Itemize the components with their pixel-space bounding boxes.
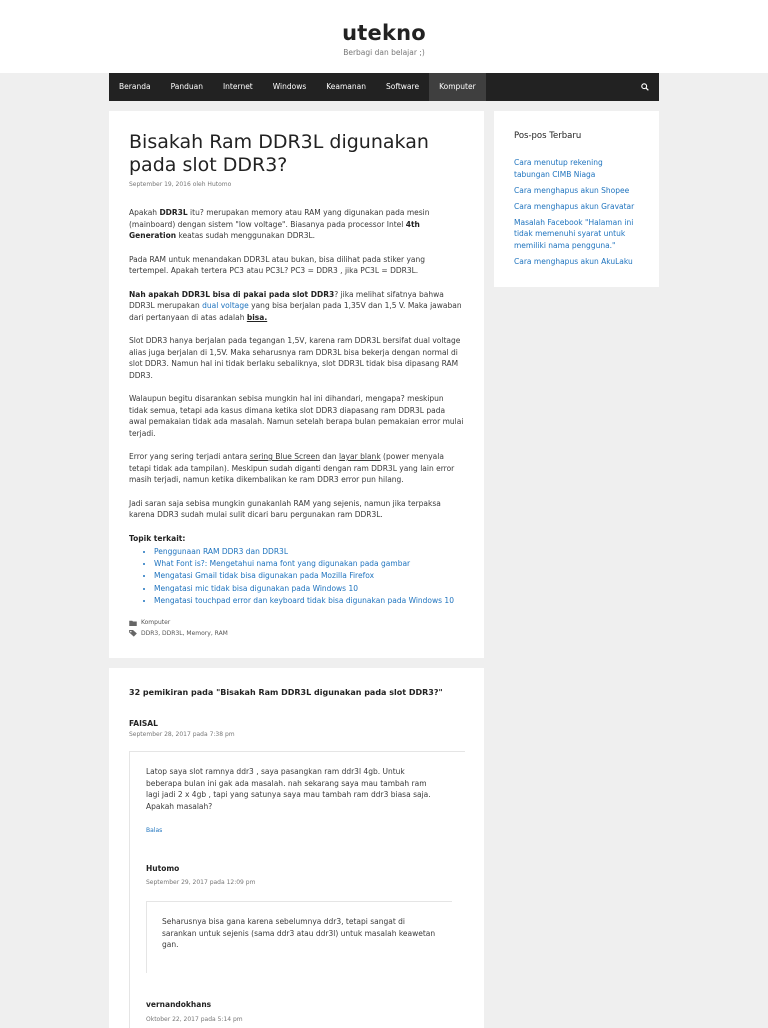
nav-item-software[interactable]: Software (386, 82, 420, 91)
related-topic-item (154, 570, 464, 582)
sidebar-recent-posts (494, 111, 659, 287)
paragraph-5: Walaupun begitu disarankan sebisa mungkin hal ini dihandari, mengapa? meskipun tidak semua, tetapi ada kasus dimana ketika slot DDR3 diapasang ram DDR3L pada awal pemakaian tidak ada masalah. Namun setelah berapa bulan pemakaian error mulai terjadi. (129, 394, 464, 438)
paragraph-4: Slot DDR3 hanya berjalan pada tegangan 1,5V, karena ram DDR3L bersifat dual voltage alias juga berjalan di 1,5V. Maka seharusnya ram DDR3L bisa bekerja dengan normal di slot DDR3. Namun hal ini tidak berlaku sebaliknya, slot DDR3L tidak bisa dipasang RAM DDR3. (129, 336, 461, 380)
post-content (129, 207, 464, 607)
site-title[interactable]: utekno (342, 21, 426, 45)
related-topic-item (154, 558, 464, 570)
comment-date[interactable]: September 28, 2017 pada 7:38 pm (129, 731, 235, 738)
related-topic-item (154, 595, 464, 607)
nav-item-panduan[interactable]: Panduan (170, 82, 203, 91)
search-icon (641, 83, 649, 91)
related-topics-title: Topik terkait: (129, 533, 186, 543)
related-topic-link[interactable]: Mengatasi Gmail tidak bisa digunakan pada Mozilla Firefox (154, 571, 375, 581)
related-topic-link[interactable]: Mengatasi mic tidak bisa digunakan pada Windows 10 (154, 583, 359, 593)
main-navigation (109, 73, 659, 101)
tags-row (129, 630, 464, 637)
layar-blank-term: layar blank (338, 452, 381, 461)
comment-author: vernandokhans (146, 1000, 212, 1010)
related-topic-item (154, 583, 464, 595)
recent-post-item (514, 157, 639, 180)
recent-post-link[interactable]: Masalah Facebook "Halaman ini tidak memenuhi syarat untuk memiliki nama pengguna." (514, 217, 634, 251)
nav-search-button[interactable] (631, 73, 659, 101)
comment-date[interactable]: September 29, 2017 pada 12:09 pm (146, 879, 256, 887)
article-card (109, 111, 484, 658)
post-meta: September 19, 2016 oleh Hutomo (129, 181, 232, 188)
answer-bisa: bisa. (246, 312, 268, 322)
tag-icon (129, 630, 137, 637)
nav-item-windows[interactable]: Windows (272, 82, 307, 91)
recent-post-link[interactable]: Cara menghapus akun AkuLaku (514, 257, 633, 267)
post-taxonomy (129, 619, 464, 637)
comment (129, 719, 464, 1028)
recent-post-item (514, 217, 639, 252)
comments-title: 32 pemikiran pada "Bisakah Ram DDR3L digunakan pada slot DDR3?" (129, 688, 443, 697)
category-link[interactable]: Komputer (141, 619, 171, 627)
recent-post-link[interactable]: Cara menutup rekening tabungan CIMB Niaga (514, 158, 603, 179)
tags-list[interactable]: DDR3, DDR3L, Memory, RAM (141, 630, 228, 638)
widget-title: Pos-pos Terbaru (514, 131, 582, 141)
paragraph-2: Pada RAM untuk menandakan DDR3L atau bukan, bisa dilihat pada stiker yang tertempel. Apakah tertera PC3 atau PC3L? PC3 = DDR3 , jika PC3L = DDR3L. (129, 254, 426, 275)
nav-item-keamanan[interactable]: Keamanan (326, 82, 366, 91)
comments-section (109, 668, 484, 1028)
comment-author: FAISAL (129, 719, 158, 728)
related-topic-link[interactable]: Mengatasi touchpad error dan keyboard tidak bisa digunakan pada Windows 10 (154, 595, 454, 605)
related-topic-item (154, 546, 464, 558)
category-row (129, 619, 464, 626)
comment-reply (146, 999, 445, 1025)
site-header (0, 0, 768, 73)
comment-body (146, 901, 452, 973)
nav-item-komputer[interactable]: Komputer (429, 73, 486, 101)
paragraph-6: Error yang sering terjadi antara sering Blue Screen dan layar blank (power menyala tetapi tidak ada tampilan). Meskipun sudah diganti dengan ram DDR3L yang lain error masih terjadi, namun ketika dikembalikan ke ram DDR3 error pun hilang. (129, 452, 455, 484)
comment-reply (146, 863, 445, 1026)
comment-body (129, 751, 465, 1028)
comment-text: Latop saya slot ramnya ddr3 , saya pasangkan ram ddr3l 4gb. Untuk beberapa bulan ini gak ada masalah. nah sekarang saya mau tambah ram lagi jadi 2 x 4gb , tapi yang satunya saya mau tambah ram ddr3 biasa saja. Apakah masalah? (146, 767, 431, 812)
recent-post-link[interactable]: Cara menghapus akun Shopee (514, 185, 630, 195)
recent-post-item (514, 256, 639, 268)
paragraph-3: Nah apakah DDR3L bisa di pakai pada slot DDR3? jika melihat sifatnya bahwa DDR3L merupakan dual voltage yang bisa berjalan pada 1,35V dan 1,5 V. Maka jawaban dari pertanyaan di atas adalah bisa. (129, 289, 462, 322)
post-title: Bisakah Ram DDR3L digunakan pada slot DDR3? (129, 131, 429, 176)
related-topics-list (154, 546, 464, 607)
dual-voltage-link[interactable]: dual voltage (202, 301, 249, 310)
comment-author: Hutomo (146, 863, 180, 873)
recent-post-item (514, 185, 639, 197)
nav-item-beranda[interactable]: Beranda (119, 82, 151, 91)
recent-posts-list (514, 157, 639, 268)
folder-icon (129, 620, 137, 626)
blue-screen-term: sering Blue Screen (249, 452, 321, 461)
recent-post-item (514, 201, 639, 213)
comment-text: Seharusnya bisa gana karena sebelumnya ddr3, tetapi sangat di sarankan untuk sejenis (sama ddr3 atau ddr3l) untuk masalah keawetan gan. (162, 916, 436, 950)
site-tagline: Berbagi dan belajar ;) (343, 48, 425, 57)
nav-item-internet[interactable]: Internet (222, 82, 253, 91)
recent-post-link[interactable]: Cara menghapus akun Gravatar (514, 201, 635, 211)
related-topic-link[interactable]: Penggunaan RAM DDR3 dan DDR3L (154, 547, 288, 556)
comment-date[interactable]: Oktober 22, 2017 pada 5:14 pm (146, 1015, 243, 1023)
paragraph-7: Jadi saran saja sebisa mungkin gunakanlah RAM yang sejenis, namun jika terpaksa karena DDR3 sudah mulai sulit dicari baru pergunakan ram DDR3L. (129, 498, 441, 519)
related-topic-link[interactable]: What Font is?: Mengetahui nama font yang digunakan pada gambar (154, 559, 411, 569)
paragraph-1: Apakah DDR3L itu? merupakan memory atau RAM yang digunakan pada mesin (mainboard) dengan sistem "low voltage". Biasanya pada processor Intel 4th Generation keatas sudah menggunakan DDR3L. (129, 208, 430, 240)
reply-link[interactable]: Balas (146, 826, 163, 834)
